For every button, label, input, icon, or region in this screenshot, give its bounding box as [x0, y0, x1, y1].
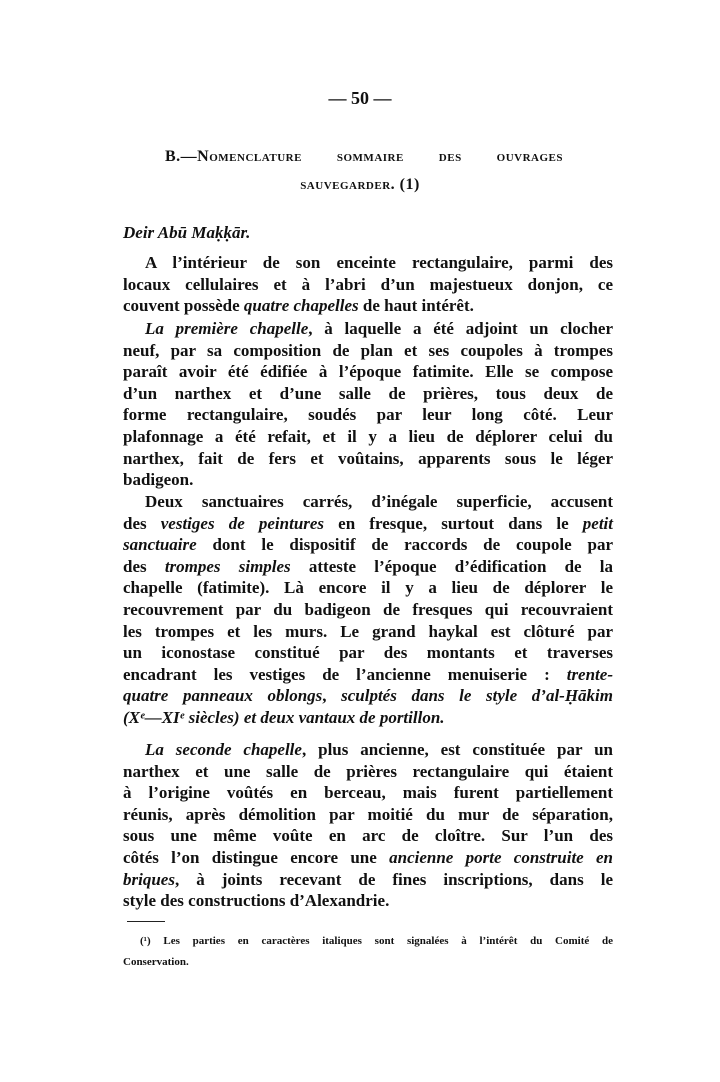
text: badigeon.	[123, 470, 194, 490]
text: des	[123, 513, 161, 533]
text-line	[123, 577, 613, 599]
text-line	[123, 556, 613, 578]
italic-text: trente-	[566, 664, 613, 684]
text-line	[123, 448, 613, 470]
text-line	[123, 513, 613, 535]
text-line	[123, 890, 613, 912]
text-line	[123, 869, 613, 891]
text: sous une même voûte en arc de cloître. Sur l’un des	[123, 826, 613, 846]
text-line	[145, 318, 613, 340]
text: côtés l’on distingue encore une	[123, 848, 390, 867]
text-line	[123, 642, 613, 664]
text: de haut intérêt.	[358, 296, 474, 316]
text: , à laquelle a été adjoint un clocher	[308, 319, 613, 338]
footnote-divider	[127, 921, 165, 922]
text-line	[123, 685, 613, 707]
text: A l’intérieur de son enceinte rectangulaire, parmi des	[145, 253, 613, 272]
text-line	[123, 847, 613, 869]
text-line	[123, 340, 613, 362]
italic-text: briques	[123, 869, 175, 889]
text: réunis, après démolition par moitié du mur de séparation,	[123, 804, 613, 824]
text: style des constructions d’Alexandrie.	[123, 891, 390, 911]
text: en fresque, surtout dans le	[324, 513, 583, 533]
subtitle: Deir Abū Maḳḳār.	[123, 223, 251, 242]
italic-text: La première chapelle	[145, 319, 309, 338]
text: d’un narthex et d’une salle de prières, tous deux de	[123, 383, 613, 403]
italic-text: quatre chapelles	[243, 296, 359, 316]
italic-text: sculptés dans le style d’al-Ḥākim	[341, 686, 613, 706]
text-line	[123, 404, 613, 426]
text-line	[123, 274, 613, 296]
text: , à joints recevant de fines inscriptions, dans le	[174, 869, 613, 889]
text: atteste l’époque d’édification de la	[290, 556, 614, 576]
text-line	[123, 825, 613, 847]
section-heading-continued	[0, 176, 720, 194]
text-line	[123, 761, 613, 783]
text: des	[123, 556, 165, 576]
text-line	[123, 599, 613, 621]
italic-text: (Xᵉ—XIᵉ siècles) et deux vantaux de portillon.	[123, 708, 445, 727]
section-heading: B.—Nomenclature sommaire des ouvrages	[165, 148, 563, 165]
italic-text: La seconde chapelle	[145, 740, 302, 759]
italic-text: sanctuaire	[123, 535, 197, 555]
text-line	[123, 664, 613, 686]
text: narthex et une salle de prières rectangulaire qui étaient	[123, 761, 613, 781]
italic-text: quatre panneaux oblongs	[123, 686, 323, 706]
italic-text: trompes simples	[164, 556, 291, 576]
text: les trompes et les murs. Le grand haykal est clôturé par	[123, 621, 613, 641]
text-line	[123, 383, 613, 405]
text: à l’origine voûtés en berceau, mais furent partiellement	[123, 783, 613, 803]
text: ,	[322, 686, 342, 706]
text-line	[145, 491, 613, 513]
text: paraît avoir été édifiée à l’époque fatimite. Elle se compose	[123, 362, 613, 382]
italic-text: vestiges de peintures	[160, 513, 325, 533]
text: recouvrement par du badigeon de fresques qui recouvraient	[123, 600, 613, 619]
text-line	[123, 804, 613, 826]
footnote-line: Conservation.	[123, 956, 189, 968]
text: neuf, par sa composition de plan et ses coupoles à trompes	[123, 340, 613, 360]
text-line	[123, 295, 613, 317]
text-line	[123, 782, 613, 804]
text: Deux sanctuaires carrés, d’inégale superficie, accusent	[145, 492, 613, 511]
footnote-reference: (1)	[399, 176, 420, 193]
text: encadrant les vestiges de l’ancienne menuiserie :	[123, 664, 567, 684]
text-line	[123, 621, 613, 643]
text: couvent possède	[123, 296, 244, 316]
text: un iconostase constitué par des montants et traverses	[123, 643, 613, 663]
section-heading-line2: sauvegarder.	[300, 176, 396, 193]
text: , plus ancienne, est constituée par un	[301, 740, 613, 759]
text-line	[123, 534, 613, 556]
text: narthex, fait de fers et voûtains, apparents sous le léger	[123, 448, 613, 468]
text-line	[123, 707, 613, 729]
italic-text: petit	[582, 513, 613, 533]
text: plafonnage a été refait, et il y a lieu de déplorer celui du	[123, 427, 613, 446]
text: locaux cellulaires et à l’abri d’un majestueux donjon, ce	[123, 274, 613, 294]
text: forme rectangulaire, soudés par leur long côté. Leur	[123, 405, 613, 425]
text-line	[145, 739, 613, 761]
text: dont le dispositif de raccords de coupole par	[196, 535, 613, 555]
text-line	[123, 361, 613, 383]
text-line	[123, 426, 613, 448]
text-line	[145, 252, 613, 274]
page-number: — 50 —	[328, 88, 392, 108]
text-line	[123, 469, 613, 491]
italic-text: ancienne porte construite en	[389, 848, 614, 867]
footnote-line: (¹) Les parties en caractères italiques sont signalées à l’intérêt du Comité de	[140, 935, 613, 947]
text: chapelle (fatimite). Là encore il y a lieu de déplorer le	[123, 578, 613, 598]
